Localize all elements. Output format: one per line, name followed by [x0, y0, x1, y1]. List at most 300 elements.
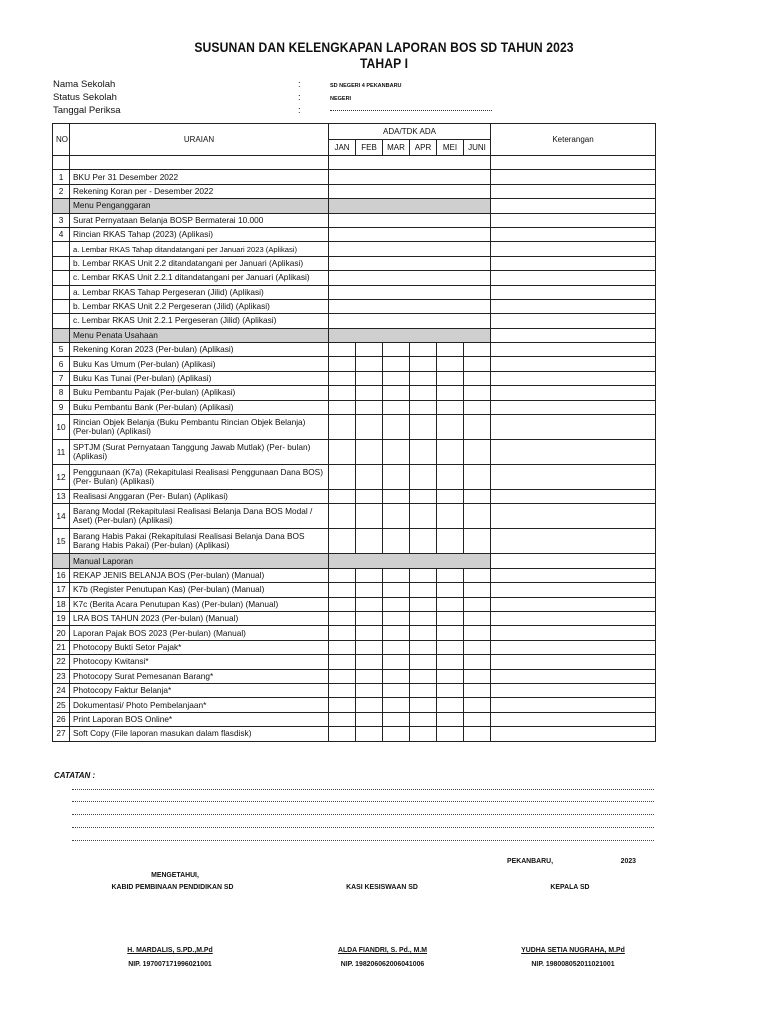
month-check-cell[interactable]: [410, 357, 437, 371]
month-check-cell[interactable]: [329, 669, 356, 683]
row-description: Rincian RKAS Tahap (2023) (Aplikasi): [70, 227, 329, 241]
row-description: Soft Copy (File laporan masukan dalam flasdisk): [70, 727, 329, 741]
header-month: JAN: [329, 140, 356, 156]
section-row: [53, 554, 656, 568]
remarks-cell[interactable]: [491, 213, 656, 227]
month-check-cell[interactable]: [410, 400, 437, 414]
month-check-cell[interactable]: [383, 386, 410, 400]
month-check-cell[interactable]: [329, 465, 356, 490]
month-check-cell[interactable]: [356, 683, 383, 697]
month-check-cell[interactable]: [410, 343, 437, 357]
header-ada-tidak-ada: ADA/TDK ADA: [329, 124, 491, 140]
month-check-cell[interactable]: [329, 490, 356, 504]
table-row: [53, 400, 656, 414]
month-check-cell[interactable]: [464, 698, 491, 712]
row-number: 16: [53, 568, 70, 582]
remarks-cell[interactable]: [491, 371, 656, 385]
status-cell[interactable]: [329, 256, 491, 270]
status-cell[interactable]: [329, 271, 491, 285]
remarks-cell[interactable]: [491, 640, 656, 654]
remarks-cell[interactable]: [491, 597, 656, 611]
row-description: Buku Kas Umum (Per-bulan) (Aplikasi): [70, 357, 329, 371]
month-check-cell[interactable]: [356, 386, 383, 400]
month-check-cell[interactable]: [356, 357, 383, 371]
remarks-cell[interactable]: [491, 440, 656, 465]
table-row: [53, 568, 656, 582]
row-description: Surat Pernyataan Belanja BOSP Bermaterai 10.000: [70, 213, 329, 227]
month-check-cell[interactable]: [356, 343, 383, 357]
month-check-cell[interactable]: [329, 727, 356, 741]
remarks-cell[interactable]: [491, 683, 656, 697]
row-number: 17: [53, 583, 70, 597]
status-cell[interactable]: [329, 170, 491, 184]
month-check-cell[interactable]: [329, 597, 356, 611]
table-row: [53, 669, 656, 683]
kasi-nip: NIP. 198206062006041006: [340, 959, 425, 968]
month-check-cell[interactable]: [464, 371, 491, 385]
row-description: K7c (Berita Acara Penutupan Kas) (Per-bulan) (Manual): [70, 597, 329, 611]
row-description: c. Lembar RKAS Unit 2.2.1 ditandatangani per Januari (Aplikasi): [70, 271, 329, 285]
month-check-cell[interactable]: [437, 626, 464, 640]
month-check-cell[interactable]: [410, 568, 437, 582]
row-description: Barang Modal (Rekapitulasi Realisasi Belanja Dana BOS Modal / Aset) (Per-bulan) (Aplikasi): [70, 504, 329, 529]
month-check-cell[interactable]: [383, 712, 410, 726]
month-check-cell[interactable]: [329, 400, 356, 414]
row-number: 15: [53, 529, 70, 554]
month-check-cell[interactable]: [410, 683, 437, 697]
row-description: Penggunaan (K7a) (Rekapitulasi Realisasi Penggunaan Dana BOS) (Per- Bulan) (Aplikasi): [70, 465, 329, 490]
notes-line[interactable]: [72, 801, 654, 802]
month-check-cell[interactable]: [464, 712, 491, 726]
month-check-cell[interactable]: [437, 669, 464, 683]
month-check-cell[interactable]: [464, 415, 491, 440]
month-check-cell[interactable]: [464, 357, 491, 371]
month-check-cell[interactable]: [383, 400, 410, 414]
month-check-cell[interactable]: [383, 655, 410, 669]
remarks-cell[interactable]: [491, 504, 656, 529]
month-check-cell[interactable]: [437, 371, 464, 385]
month-check-cell[interactable]: [383, 727, 410, 741]
month-check-cell[interactable]: [329, 683, 356, 697]
month-check-cell[interactable]: [437, 386, 464, 400]
table-row: [53, 271, 656, 285]
status-cell[interactable]: [329, 242, 491, 256]
month-check-cell[interactable]: [383, 683, 410, 697]
month-check-cell[interactable]: [410, 386, 437, 400]
kepala-name: YUDHA SETIA NUGRAHA, M.Pd: [521, 945, 625, 954]
remarks-cell[interactable]: [491, 611, 656, 625]
row-number: 21: [53, 640, 70, 654]
status-cell[interactable]: [329, 285, 491, 299]
row-description: LRA BOS TAHUN 2023 (Per-bulan) (Manual): [70, 611, 329, 625]
month-check-cell[interactable]: [437, 568, 464, 582]
row-description: SPTJM (Surat Pernyataan Tanggung Jawab Mutlak) (Per- bulan) (Aplikasi): [70, 440, 329, 465]
row-description: b. Lembar RKAS Unit 2.2 ditandatangani per Januari (Aplikasi): [70, 256, 329, 270]
remarks-cell[interactable]: [491, 184, 656, 198]
table-row: [53, 597, 656, 611]
status-cell[interactable]: [329, 314, 491, 328]
colon: :: [298, 79, 301, 90]
row-number: 24: [53, 683, 70, 697]
month-check-cell[interactable]: [329, 611, 356, 625]
document-title: SUSUNAN DAN KELENGKAPAN LAPORAN BOS SD TAHUN 2023: [194, 40, 574, 55]
month-check-cell[interactable]: [329, 712, 356, 726]
month-check-cell[interactable]: [410, 371, 437, 385]
month-check-cell[interactable]: [437, 597, 464, 611]
row-description: a. Lembar RKAS Tahap Pergeseran (Jilid) (Aplikasi): [70, 285, 329, 299]
section-row: [53, 328, 656, 342]
month-check-cell[interactable]: [383, 669, 410, 683]
month-check-cell[interactable]: [356, 440, 383, 465]
table-row: [53, 343, 656, 357]
month-check-cell[interactable]: [464, 343, 491, 357]
school-status-value: NEGERI: [330, 96, 352, 102]
header-month: JUNI: [464, 140, 491, 156]
month-check-cell[interactable]: [383, 698, 410, 712]
month-check-cell[interactable]: [383, 626, 410, 640]
section-row: [53, 199, 656, 213]
month-check-cell[interactable]: [437, 640, 464, 654]
row-number: 9: [53, 400, 70, 414]
table-row: [53, 698, 656, 712]
row-description: Photocopy Faktur Belanja*: [70, 683, 329, 697]
row-description: c. Lembar RKAS Unit 2.2.1 Pergeseran (Jilid) (Aplikasi): [70, 314, 329, 328]
month-check-cell[interactable]: [437, 611, 464, 625]
month-check-cell[interactable]: [437, 698, 464, 712]
row-number: 3: [53, 213, 70, 227]
month-check-cell[interactable]: [329, 583, 356, 597]
kepala-title: KEPALA SD: [550, 882, 590, 891]
row-number: [53, 242, 70, 256]
remarks-cell[interactable]: [491, 299, 656, 313]
month-check-cell[interactable]: [356, 465, 383, 490]
table-row: [53, 285, 656, 299]
table-row: [53, 242, 656, 256]
month-check-cell[interactable]: [437, 490, 464, 504]
remarks-cell[interactable]: [491, 669, 656, 683]
row-description: b. Lembar RKAS Unit 2.2 Pergeseran (Jilid) (Aplikasi): [70, 299, 329, 313]
inspection-date-blank[interactable]: [330, 104, 492, 111]
row-number: 20: [53, 626, 70, 640]
notes-label: CATATAN :: [54, 771, 96, 780]
month-check-cell[interactable]: [437, 400, 464, 414]
remarks-cell[interactable]: [491, 386, 656, 400]
month-check-cell[interactable]: [410, 440, 437, 465]
month-check-cell[interactable]: [329, 529, 356, 554]
month-check-cell[interactable]: [437, 683, 464, 697]
month-check-cell[interactable]: [356, 583, 383, 597]
remarks-cell[interactable]: [491, 314, 656, 328]
notes-line[interactable]: [72, 827, 654, 828]
inspection-date-label: Tanggal Periksa: [53, 105, 121, 116]
row-number: 10: [53, 415, 70, 440]
month-check-cell[interactable]: [329, 386, 356, 400]
month-check-cell[interactable]: [464, 683, 491, 697]
notes-line[interactable]: [72, 814, 654, 815]
year-label: 2023: [620, 856, 637, 865]
month-check-cell[interactable]: [356, 712, 383, 726]
table-row: [53, 371, 656, 385]
header-month: FEB: [356, 140, 383, 156]
row-number: 23: [53, 669, 70, 683]
remarks-cell[interactable]: [491, 727, 656, 741]
month-check-cell[interactable]: [437, 357, 464, 371]
month-check-cell[interactable]: [464, 568, 491, 582]
kepala-nip: NIP. 198008052011021001: [531, 959, 615, 968]
row-number: 8: [53, 386, 70, 400]
remarks-cell[interactable]: [491, 583, 656, 597]
month-check-cell[interactable]: [464, 504, 491, 529]
remarks-cell[interactable]: [491, 529, 656, 554]
row-description: K7b (Register Penutupan Kas) (Per-bulan) (Manual): [70, 583, 329, 597]
month-check-cell[interactable]: [329, 568, 356, 582]
month-check-cell[interactable]: [437, 504, 464, 529]
remarks-cell[interactable]: [491, 626, 656, 640]
table-row: [53, 655, 656, 669]
month-check-cell[interactable]: [410, 490, 437, 504]
month-check-cell[interactable]: [464, 583, 491, 597]
month-check-cell[interactable]: [410, 583, 437, 597]
row-number: [53, 285, 70, 299]
month-check-cell[interactable]: [410, 504, 437, 529]
table-row: [53, 386, 656, 400]
month-check-cell[interactable]: [356, 371, 383, 385]
remarks-cell[interactable]: [491, 357, 656, 371]
month-check-cell[interactable]: [410, 655, 437, 669]
remarks-cell[interactable]: [491, 698, 656, 712]
notes-line[interactable]: [72, 789, 654, 790]
month-check-cell[interactable]: [410, 415, 437, 440]
month-check-cell[interactable]: [383, 583, 410, 597]
row-number: 7: [53, 371, 70, 385]
month-check-cell[interactable]: [383, 568, 410, 582]
row-number: 26: [53, 712, 70, 726]
remarks-cell[interactable]: [491, 655, 656, 669]
month-check-cell[interactable]: [383, 611, 410, 625]
month-check-cell[interactable]: [464, 400, 491, 414]
month-check-cell[interactable]: [356, 400, 383, 414]
month-check-cell[interactable]: [437, 655, 464, 669]
remarks-cell[interactable]: [491, 465, 656, 490]
month-check-cell[interactable]: [437, 440, 464, 465]
month-check-cell[interactable]: [329, 343, 356, 357]
month-check-cell[interactable]: [329, 626, 356, 640]
month-check-cell[interactable]: [329, 698, 356, 712]
month-check-cell[interactable]: [464, 669, 491, 683]
month-check-cell[interactable]: [410, 669, 437, 683]
row-number: 25: [53, 698, 70, 712]
month-check-cell[interactable]: [383, 529, 410, 554]
kasi-name: ALDA FIANDRI, S. Pd., M.M: [337, 945, 428, 954]
month-check-cell[interactable]: [356, 529, 383, 554]
month-check-cell[interactable]: [464, 597, 491, 611]
remarks-cell[interactable]: [491, 490, 656, 504]
row-number: 18: [53, 597, 70, 611]
remarks-cell[interactable]: [491, 256, 656, 270]
month-check-cell[interactable]: [383, 465, 410, 490]
table-row: [53, 440, 656, 465]
row-description: Print Laporan BOS Online*: [70, 712, 329, 726]
kabid-nip: NIP. 197007171996021001: [128, 959, 212, 968]
row-description: Rekening Koran 2023 (Per-bulan) (Aplikasi): [70, 343, 329, 357]
row-number: 22: [53, 655, 70, 669]
month-check-cell[interactable]: [410, 640, 437, 654]
notes-line[interactable]: [72, 840, 654, 841]
month-check-cell[interactable]: [356, 597, 383, 611]
month-check-cell[interactable]: [356, 698, 383, 712]
month-check-cell[interactable]: [464, 626, 491, 640]
row-number: 14: [53, 504, 70, 529]
remarks-cell[interactable]: [491, 285, 656, 299]
acknowledged-label: MENGETAHUI,: [151, 870, 199, 879]
row-description: Realisasi Anggaran (Per- Bulan) (Aplikasi): [70, 490, 329, 504]
month-check-cell[interactable]: [410, 712, 437, 726]
month-check-cell[interactable]: [410, 529, 437, 554]
document-subtitle: TAHAP I: [359, 56, 409, 71]
month-check-cell[interactable]: [437, 583, 464, 597]
status-cell[interactable]: [329, 227, 491, 241]
month-check-cell[interactable]: [383, 357, 410, 371]
month-check-cell[interactable]: [329, 371, 356, 385]
month-check-cell[interactable]: [356, 568, 383, 582]
month-check-cell[interactable]: [464, 490, 491, 504]
row-number: [53, 271, 70, 285]
row-number: 1: [53, 170, 70, 184]
row-description: Barang Habis Pakai (Rekapitulasi Realisasi Belanja Dana BOS Barang Habis Pakai) (Per-bulan) (Aplikasi): [70, 529, 329, 554]
row-number: 5: [53, 343, 70, 357]
row-number: [53, 314, 70, 328]
row-description: Buku Pembantu Pajak (Per-bulan) (Aplikasi): [70, 386, 329, 400]
month-check-cell[interactable]: [356, 727, 383, 741]
month-check-cell[interactable]: [383, 504, 410, 529]
table-row: [53, 170, 656, 184]
month-check-cell[interactable]: [383, 490, 410, 504]
table-row: [53, 299, 656, 313]
row-description: a. Lembar RKAS Tahap ditandatangani per Januari 2023 (Aplikasi): [70, 242, 329, 256]
month-check-cell[interactable]: [356, 669, 383, 683]
table-row: [53, 256, 656, 270]
remarks-cell[interactable]: [491, 343, 656, 357]
header-month: MEI: [437, 140, 464, 156]
month-check-cell[interactable]: [410, 597, 437, 611]
remarks-cell[interactable]: [491, 415, 656, 440]
row-description: Photocopy Surat Pemesanan Barang*: [70, 669, 329, 683]
month-check-cell[interactable]: [437, 712, 464, 726]
month-check-cell[interactable]: [410, 626, 437, 640]
month-check-cell[interactable]: [329, 415, 356, 440]
school-status-label: Status Sekolah: [53, 92, 117, 103]
remarks-cell[interactable]: [491, 242, 656, 256]
school-name-label: Nama Sekolah: [53, 79, 116, 90]
row-number: 12: [53, 465, 70, 490]
remarks-cell[interactable]: [491, 568, 656, 582]
row-description: REKAP JENIS BELANJA BOS (Per-bulan) (Manual): [70, 568, 329, 582]
month-check-cell[interactable]: [329, 504, 356, 529]
month-check-cell[interactable]: [410, 727, 437, 741]
remarks-cell[interactable]: [491, 400, 656, 414]
month-check-cell[interactable]: [356, 415, 383, 440]
header-no: NO: [53, 124, 70, 156]
row-description: Photocopy Kwitansi*: [70, 655, 329, 669]
remarks-cell[interactable]: [491, 712, 656, 726]
remarks-cell[interactable]: [491, 170, 656, 184]
row-number: [53, 299, 70, 313]
section-label: Menu Penata Usahaan: [70, 328, 329, 342]
month-check-cell[interactable]: [464, 440, 491, 465]
row-description: Buku Pembantu Bank (Per-bulan) (Aplikasi): [70, 400, 329, 414]
row-number: 6: [53, 357, 70, 371]
month-check-cell[interactable]: [410, 611, 437, 625]
month-check-cell[interactable]: [356, 640, 383, 654]
row-number: 4: [53, 227, 70, 241]
month-check-cell[interactable]: [410, 465, 437, 490]
table-row: [53, 227, 656, 241]
table-row: [53, 184, 656, 198]
month-check-cell[interactable]: [464, 611, 491, 625]
month-check-cell[interactable]: [410, 698, 437, 712]
row-number: 13: [53, 490, 70, 504]
month-check-cell[interactable]: [329, 357, 356, 371]
table-row: [53, 529, 656, 554]
remarks-cell[interactable]: [491, 227, 656, 241]
table-row: [53, 314, 656, 328]
month-check-cell[interactable]: [437, 529, 464, 554]
month-check-cell[interactable]: [383, 440, 410, 465]
month-check-cell[interactable]: [437, 343, 464, 357]
status-cell[interactable]: [329, 213, 491, 227]
month-check-cell[interactable]: [383, 597, 410, 611]
table-row: [53, 504, 656, 529]
table-row: [53, 640, 656, 654]
status-cell[interactable]: [329, 299, 491, 313]
month-check-cell[interactable]: [329, 440, 356, 465]
table-row: [53, 626, 656, 640]
month-check-cell[interactable]: [437, 465, 464, 490]
table-row: [53, 415, 656, 440]
month-check-cell[interactable]: [356, 504, 383, 529]
table-row: [53, 213, 656, 227]
school-name-value: SD NEGERI 4 PEKANBARU: [330, 83, 402, 89]
kasi-title: KASI KESISWAAN SD: [346, 882, 418, 891]
month-check-cell[interactable]: [464, 465, 491, 490]
kabid-title: KABID PEMBINAAN PENDIDIKAN SD: [111, 882, 234, 891]
month-check-cell[interactable]: [383, 640, 410, 654]
month-check-cell[interactable]: [464, 529, 491, 554]
month-check-cell[interactable]: [464, 386, 491, 400]
month-check-cell[interactable]: [464, 727, 491, 741]
month-check-cell[interactable]: [356, 626, 383, 640]
section-label: Manual Laporan: [70, 554, 329, 568]
table-row: [53, 683, 656, 697]
status-cell[interactable]: [329, 184, 491, 198]
month-check-cell[interactable]: [329, 640, 356, 654]
month-check-cell[interactable]: [437, 415, 464, 440]
month-check-cell[interactable]: [356, 655, 383, 669]
table-row: [53, 611, 656, 625]
month-check-cell[interactable]: [464, 640, 491, 654]
month-check-cell[interactable]: [437, 727, 464, 741]
remarks-cell[interactable]: [491, 271, 656, 285]
month-check-cell[interactable]: [383, 371, 410, 385]
month-check-cell[interactable]: [464, 655, 491, 669]
month-check-cell[interactable]: [383, 343, 410, 357]
month-check-cell[interactable]: [383, 415, 410, 440]
month-check-cell[interactable]: [356, 490, 383, 504]
table-row: [53, 490, 656, 504]
header-month: MAR: [383, 140, 410, 156]
month-check-cell[interactable]: [329, 655, 356, 669]
month-check-cell[interactable]: [356, 611, 383, 625]
